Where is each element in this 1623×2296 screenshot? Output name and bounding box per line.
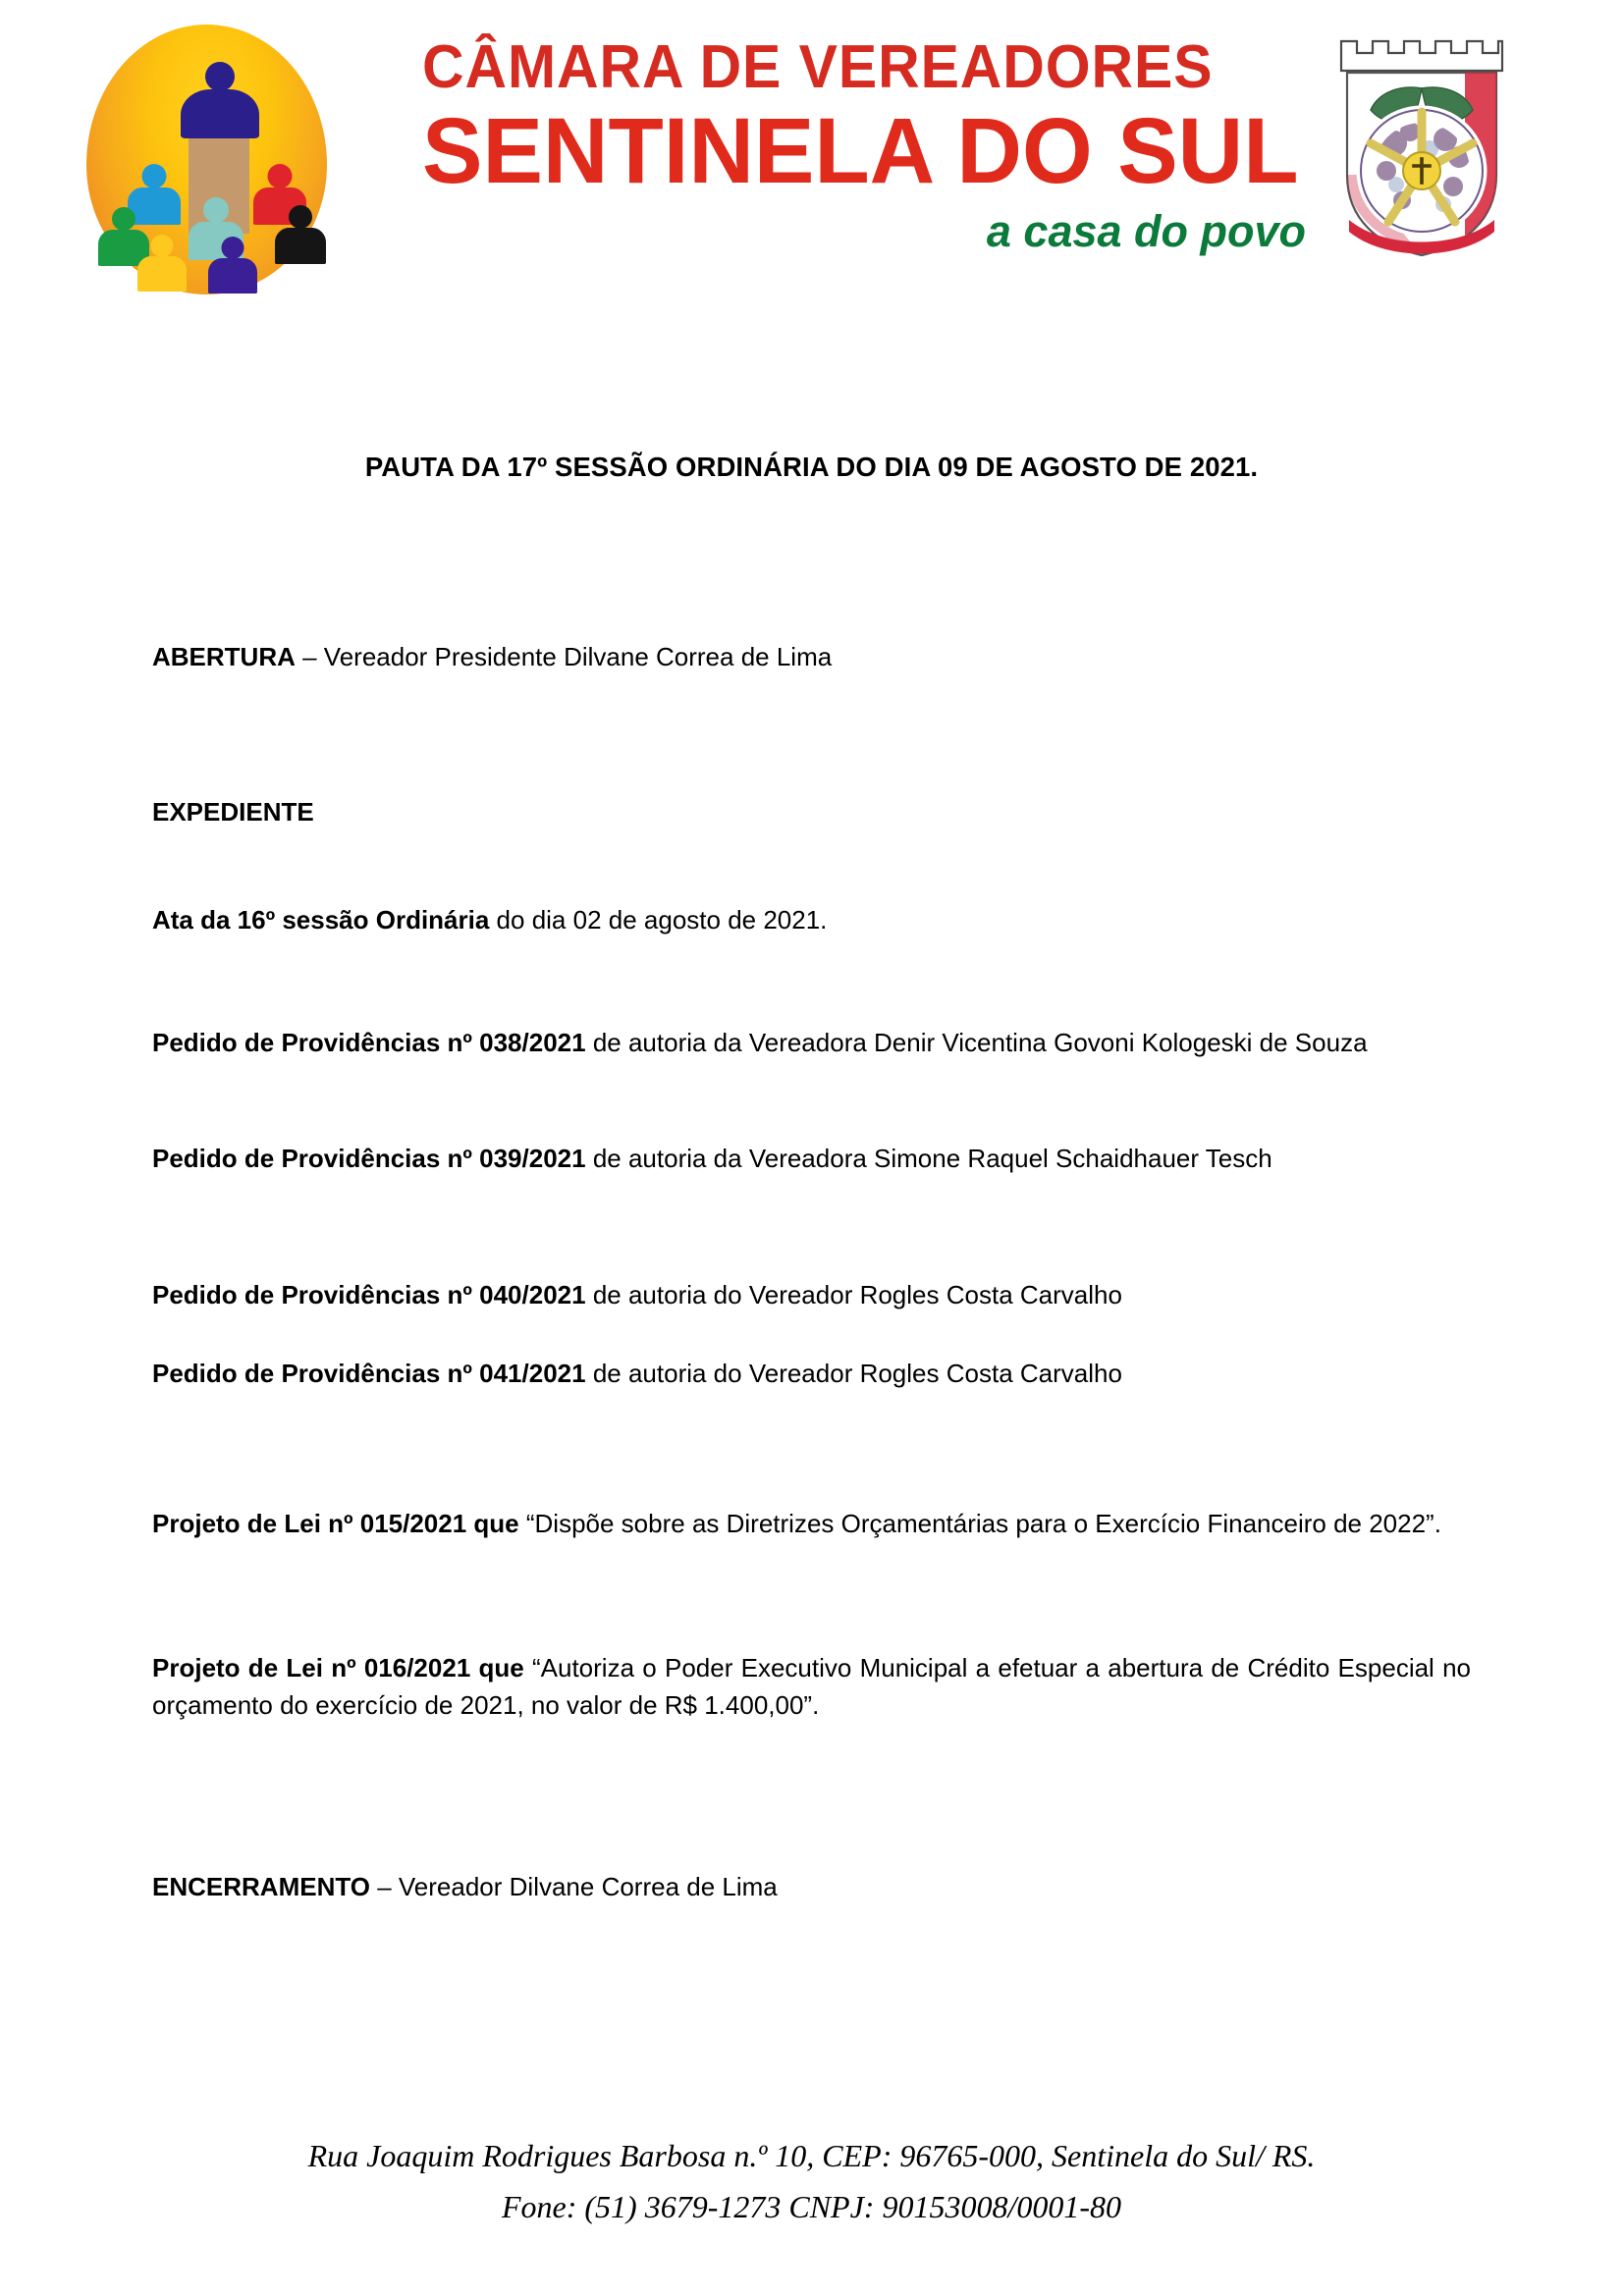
- encerramento-text: – Vereador Dilvane Correa de Lima: [369, 1872, 778, 1901]
- coat-of-arms-icon: [1327, 27, 1516, 261]
- paragraph-item: [152, 1024, 1471, 1061]
- figure-body: [181, 89, 259, 138]
- abertura-label: ABERTURA: [152, 642, 296, 671]
- figure-head: [289, 205, 312, 229]
- item-text: de autoria do Vereador Rogles Costa Carvalho: [585, 1280, 1122, 1309]
- figure-head: [222, 237, 244, 259]
- brand-line-camara-de-vereadores: CÂMARA DE VEREADORES: [422, 33, 1214, 101]
- page-title: PAUTA DA 17º SESSÃO ORDINÁRIA DO DIA 09 DE AGOSTO DE 2021.: [364, 452, 1259, 482]
- figure-head: [205, 62, 235, 91]
- figure-audience-purple: [208, 237, 257, 294]
- abertura-text: – Vereador Presidente Dilvane Correa de Lima: [295, 642, 833, 671]
- item-label: Pedido de Providências nº 038/2021: [152, 1028, 586, 1057]
- ata-label: Ata da 16º sessão Ordinária: [152, 905, 490, 934]
- item-text: de autoria do Vereador Rogles Costa Carvalho: [585, 1359, 1122, 1388]
- figure-body: [208, 258, 257, 294]
- figure-body: [275, 228, 326, 264]
- paragraph-item: [152, 1140, 1471, 1177]
- item-text: de autoria da Vereadora Denir Vicentina Govoni Kologeski de Souza: [585, 1028, 1368, 1057]
- expediente-label: EXPEDIENTE: [152, 797, 314, 827]
- item-text: de autoria da Vereadora Simone Raquel Schaidhauer Tesch: [585, 1144, 1272, 1173]
- figure-head: [112, 207, 135, 231]
- figure-audience-black: [275, 205, 326, 264]
- item-text: “Dispõe sobre as Diretrizes Orçamentárias para o Exercício Financeiro de 2022”.: [518, 1509, 1441, 1538]
- paragraph-item: [152, 1505, 1471, 1542]
- brand-wordmark: [422, 33, 1306, 322]
- figure-speaker: [181, 62, 259, 138]
- brand-line-sentinela-do-sul: SENTINELA DO SUL: [422, 99, 1299, 203]
- paragraph-item: [152, 1276, 1471, 1313]
- figure-head: [203, 197, 229, 223]
- brand-tagline-a-casa-do-povo: a casa do povo: [986, 205, 1306, 256]
- footer-address-line: Rua Joaquim Rodrigues Barbosa n.º 10, CEP: 96765-000, Sentinela do Sul/ RS.: [307, 2138, 1316, 2173]
- assembly-people-logo-icon: [86, 25, 327, 294]
- figure-body: [137, 256, 187, 292]
- item-label: Projeto de Lei nº 016/2021 que: [152, 1653, 524, 1682]
- figure-head: [268, 164, 293, 188]
- figure-head: [142, 164, 167, 188]
- paragraph-abertura: [152, 638, 1471, 675]
- item-label: Pedido de Providências nº 040/2021: [152, 1280, 586, 1309]
- footer-contact-line: Fone: (51) 3679-1273 CNPJ: 90153008/0001-80: [501, 2189, 1121, 2224]
- document-footer: [0, 2130, 1623, 2232]
- paragraph-item: [152, 1649, 1471, 1724]
- item-text: “Autoriza o Poder Executivo Municipal a efetuar a abertura de Crédito Especial no orçamento do exercício de 2021, no valor de R$ 1.400,00”.: [152, 1653, 1471, 1720]
- figure-head: [151, 235, 174, 257]
- item-label: Pedido de Providências nº 041/2021: [152, 1359, 586, 1388]
- ata-text: do dia 02 de agosto de 2021.: [489, 905, 828, 934]
- item-label: Projeto de Lei nº 015/2021 que: [152, 1509, 519, 1538]
- paragraph-item: [152, 1355, 1471, 1392]
- paragraph-expediente: [152, 793, 1471, 830]
- paragraph-encerramento: [152, 1868, 1471, 1905]
- item-label: Pedido de Providências nº 039/2021: [152, 1144, 586, 1173]
- document-header: [0, 0, 1623, 353]
- encerramento-label: ENCERRAMENTO: [152, 1872, 370, 1901]
- figure-audience-yellow: [137, 235, 187, 292]
- paragraph-ata: [152, 901, 1471, 938]
